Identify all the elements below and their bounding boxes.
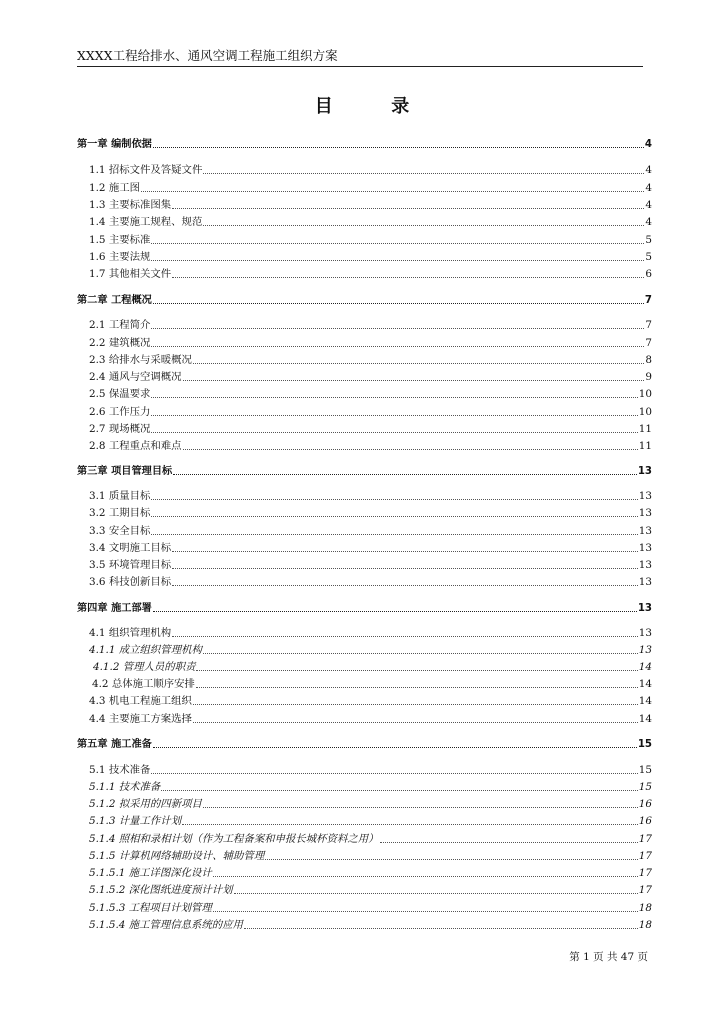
toc-entry-label: 5.1.5 计算机网络辅助设计、辅助管理	[89, 850, 265, 862]
toc-entry-label: 1.1 招标文件及答疑文件	[89, 164, 203, 176]
toc-entry[interactable]	[77, 846, 652, 863]
toc-leader-dots	[182, 823, 638, 825]
toc-entry-page: 15	[637, 739, 652, 750]
title-char-right: 录	[391, 96, 410, 117]
toc-entry[interactable]	[77, 160, 652, 177]
page-number-text: 第 1 页 共 47 页	[569, 951, 648, 963]
toc-entry-page: 13	[638, 627, 652, 639]
toc-entry-label: 第二章 工程概况	[77, 295, 152, 306]
toc-entry[interactable]	[77, 760, 652, 777]
toc-entry-page: 4	[645, 182, 652, 194]
toc-entry-page: 4	[645, 164, 652, 176]
toc-entry[interactable]	[77, 657, 652, 674]
toc-entry-label: 1.7 其他相关文件	[89, 268, 172, 280]
toc-leader-dots	[151, 498, 637, 500]
toc-leader-dots	[141, 190, 644, 192]
toc-entry[interactable]	[77, 555, 652, 572]
toc-entry-page: 11	[638, 423, 652, 435]
toc-leader-dots	[153, 610, 637, 612]
toc-entry-label: 第一章 编制依据	[77, 139, 152, 150]
toc-entry[interactable]	[77, 350, 652, 367]
toc-leader-dots	[193, 362, 644, 364]
toc-entry[interactable]	[77, 709, 652, 726]
toc-entry-label: 5.1.5.4 施工管理信息系统的应用	[89, 919, 243, 931]
toc-entry-label: 第五章 施工准备	[77, 739, 152, 750]
toc-chapter-entry[interactable]	[77, 734, 652, 751]
toc-leader-dots	[151, 396, 637, 398]
toc-entry-page: 14	[638, 713, 652, 725]
toc-entry[interactable]	[77, 674, 652, 691]
toc-leader-dots	[153, 302, 644, 304]
toc-entry-label: 5.1.1 技术准备	[89, 781, 161, 793]
toc-entry-label: 4.1.2 管理人员的职责	[93, 661, 196, 673]
toc-leader-dots	[172, 567, 638, 569]
toc-leader-dots	[265, 858, 638, 860]
toc-chapter-entry[interactable]	[77, 461, 652, 478]
toc-entry-label: 2.5 保温要求	[89, 388, 151, 400]
toc-leader-dots	[196, 686, 638, 688]
toc-leader-dots	[151, 345, 644, 347]
toc-leader-dots	[151, 259, 644, 261]
toc-leader-dots	[244, 927, 638, 929]
toc-leader-dots	[153, 746, 637, 748]
toc-leader-dots	[153, 146, 644, 148]
toc-entry-page: 18	[638, 902, 652, 914]
toc-entry[interactable]	[77, 178, 652, 195]
toc-leader-dots	[151, 533, 637, 535]
toc-entry[interactable]	[77, 538, 652, 555]
toc-entry-label: 5.1.5.1 施工详图深化设计	[89, 867, 212, 879]
toc-entry[interactable]	[77, 384, 652, 401]
toc-entry-label: 5.1.3 计量工作计划	[89, 815, 182, 827]
toc-entry[interactable]	[77, 402, 652, 419]
toc-entry-page: 13	[637, 466, 652, 477]
toc-entry-page: 14	[638, 678, 652, 690]
toc-entry-page: 14	[638, 695, 652, 707]
toc-entry[interactable]	[77, 777, 652, 794]
toc-entry[interactable]	[77, 640, 652, 657]
toc-entry[interactable]	[77, 195, 652, 212]
toc-entry-page: 5	[645, 234, 652, 246]
toc-entry-label: 5.1.5.2 深化图纸进度预计计划	[89, 884, 233, 896]
toc-entry-page: 7	[645, 319, 652, 331]
toc-entry[interactable]	[77, 521, 652, 538]
toc-entry-label: 2.4 通风与空调概况	[89, 371, 182, 383]
toc-entry-page: 7	[644, 295, 652, 306]
toc-leader-dots	[172, 550, 638, 552]
toc-leader-dots	[172, 207, 644, 209]
toc-entry-label: 2.6 工作压力	[89, 406, 151, 418]
toc-entry-page: 16	[638, 798, 652, 810]
toc-entry-label: 2.1 工程简介	[89, 319, 151, 331]
toc-entry-label: 3.5 环境管理目标	[89, 559, 172, 571]
toc-leader-dots	[173, 473, 637, 475]
toc-entry-label: 第三章 项目管理目标	[77, 466, 173, 477]
toc-leader-dots	[213, 910, 638, 912]
toc-leader-dots	[161, 789, 637, 791]
toc-entry[interactable]	[77, 623, 652, 640]
toc-entry-page: 15	[638, 781, 652, 793]
toc-entry[interactable]	[77, 503, 652, 520]
page-title	[0, 92, 724, 118]
page-footer	[569, 949, 648, 964]
toc-entry-page: 5	[645, 251, 652, 263]
running-header	[77, 48, 643, 67]
toc-leader-dots	[151, 414, 637, 416]
toc-entry-label: 2.2 建筑概况	[89, 337, 151, 349]
toc-entry-label: 5.1.2 拟采用的四新项目	[89, 798, 202, 810]
toc-entry-label: 3.6 科技创新目标	[89, 576, 172, 588]
toc-entry[interactable]	[77, 811, 652, 828]
toc-leader-dots	[151, 431, 637, 433]
toc-chapter-entry[interactable]	[77, 598, 652, 615]
toc-entry-page: 13	[638, 490, 652, 502]
toc-entry-page: 13	[638, 644, 652, 656]
toc-entry-page: 4	[645, 216, 652, 228]
toc-entry-page: 14	[638, 661, 652, 673]
toc-entry[interactable]	[77, 880, 652, 897]
toc-entry-page: 4	[645, 199, 652, 211]
toc-leader-dots	[151, 515, 637, 517]
toc-chapter-entry[interactable]	[77, 290, 652, 307]
toc-entry-page: 10	[638, 388, 652, 400]
toc-entry[interactable]	[77, 247, 652, 264]
toc-entry[interactable]	[77, 794, 652, 811]
toc-entry-page: 11	[638, 440, 652, 452]
toc-leader-dots	[172, 635, 638, 637]
toc-leader-dots	[183, 448, 638, 450]
toc-entry[interactable]	[77, 315, 652, 332]
toc-leader-dots	[151, 772, 637, 774]
toc-entry[interactable]	[77, 572, 652, 589]
toc-entry-page: 17	[638, 884, 652, 896]
toc-leader-dots	[172, 584, 638, 586]
toc-entry[interactable]	[77, 436, 652, 453]
toc-entry-page: 13	[638, 525, 652, 537]
toc-entry[interactable]	[77, 863, 652, 880]
toc-entry-page: 10	[638, 406, 652, 418]
toc-entry-page: 13	[638, 507, 652, 519]
toc-entry-label: 3.1 质量目标	[89, 490, 151, 502]
toc-entry-label: 1.3 主要标准图集	[89, 199, 172, 211]
toc-entry-label: 2.8 工程重点和难点	[89, 440, 182, 452]
toc-leader-dots	[234, 892, 638, 894]
toc-leader-dots	[193, 703, 638, 705]
toc-entry[interactable]	[77, 333, 652, 350]
toc-entry-page: 17	[638, 867, 652, 879]
toc-entry-page: 13	[637, 603, 652, 614]
toc-entry-label: 2.3 给排水与采暖概况	[89, 354, 192, 366]
toc-leader-dots	[183, 379, 645, 381]
toc-entry-label: 1.5 主要标准	[89, 234, 151, 246]
toc-entry-label: 5.1 技术准备	[89, 764, 151, 776]
toc-chapter-entry[interactable]	[77, 134, 652, 151]
toc-entry-page: 6	[645, 268, 652, 280]
title-char-left: 目	[314, 96, 333, 117]
toc-entry[interactable]	[77, 212, 652, 229]
toc-leader-dots	[151, 327, 644, 329]
toc-leader-dots	[172, 276, 644, 278]
toc-entry-page: 16	[638, 815, 652, 827]
toc-leader-dots	[203, 652, 638, 654]
toc-entry-label: 第四章 施工部署	[77, 603, 152, 614]
toc-entry-page: 13	[638, 576, 652, 588]
toc-leader-dots	[380, 841, 638, 843]
toc-leader-dots	[151, 242, 644, 244]
toc-entry-page: 4	[644, 139, 652, 150]
toc-entry[interactable]	[77, 829, 652, 846]
toc-entry-label: 3.2 工期目标	[89, 507, 151, 519]
toc-entry[interactable]	[77, 898, 652, 915]
toc-entry-label: 4.4 主要施工方案选择	[89, 713, 192, 725]
toc-leader-dots	[203, 224, 644, 226]
toc-entry-label: 5.1.4 照相和录相计划（作为工程备案和申报长城杯资料之用）	[89, 833, 379, 845]
toc-entry-label: 4.1 组织管理机构	[89, 627, 172, 639]
toc-entry-page: 8	[645, 354, 652, 366]
toc-entry[interactable]	[77, 367, 652, 384]
toc-leader-dots	[193, 721, 638, 723]
toc-leader-dots	[213, 875, 638, 877]
toc-entry-label: 1.2 施工图	[89, 182, 140, 194]
toc-entry-label: 4.1.1 成立组织管理机构	[89, 644, 202, 656]
toc-entry-page: 13	[638, 559, 652, 571]
header-title: XXXX工程给排水、通风空调工程施工组织方案	[77, 48, 338, 63]
toc-entry[interactable]	[77, 915, 652, 932]
toc-entry-page: 13	[638, 542, 652, 554]
toc-entry-label: 3.3 安全目标	[89, 525, 151, 537]
toc-entry-label: 3.4 文明施工目标	[89, 542, 172, 554]
toc-entry-label: 4.3 机电工程施工组织	[89, 695, 192, 707]
toc-entry-page: 17	[638, 850, 652, 862]
toc-leader-dots	[203, 806, 638, 808]
toc-leader-dots	[203, 172, 644, 174]
toc-entry[interactable]	[77, 230, 652, 247]
toc-leader-dots	[196, 669, 637, 671]
toc-entry[interactable]	[77, 264, 652, 281]
toc-entry-label: 5.1.5.3 工程项目计划管理	[89, 902, 212, 914]
toc-entry-page: 18	[638, 919, 652, 931]
toc-entry-label: 2.7 现场概况	[89, 423, 151, 435]
toc-entry[interactable]	[77, 419, 652, 436]
toc-entry-label: 4.2 总体施工顺序安排	[92, 678, 195, 690]
toc-entry-page: 7	[645, 337, 652, 349]
toc-entry-page: 17	[638, 833, 652, 845]
toc-entry-page: 9	[645, 371, 652, 383]
toc-entry[interactable]	[77, 691, 652, 708]
toc-entry-page: 15	[638, 764, 652, 776]
toc-entry[interactable]	[77, 486, 652, 503]
toc-entry-label: 1.4 主要施工规程、规范	[89, 216, 203, 228]
toc-entry-label: 1.6 主要法规	[89, 251, 151, 263]
